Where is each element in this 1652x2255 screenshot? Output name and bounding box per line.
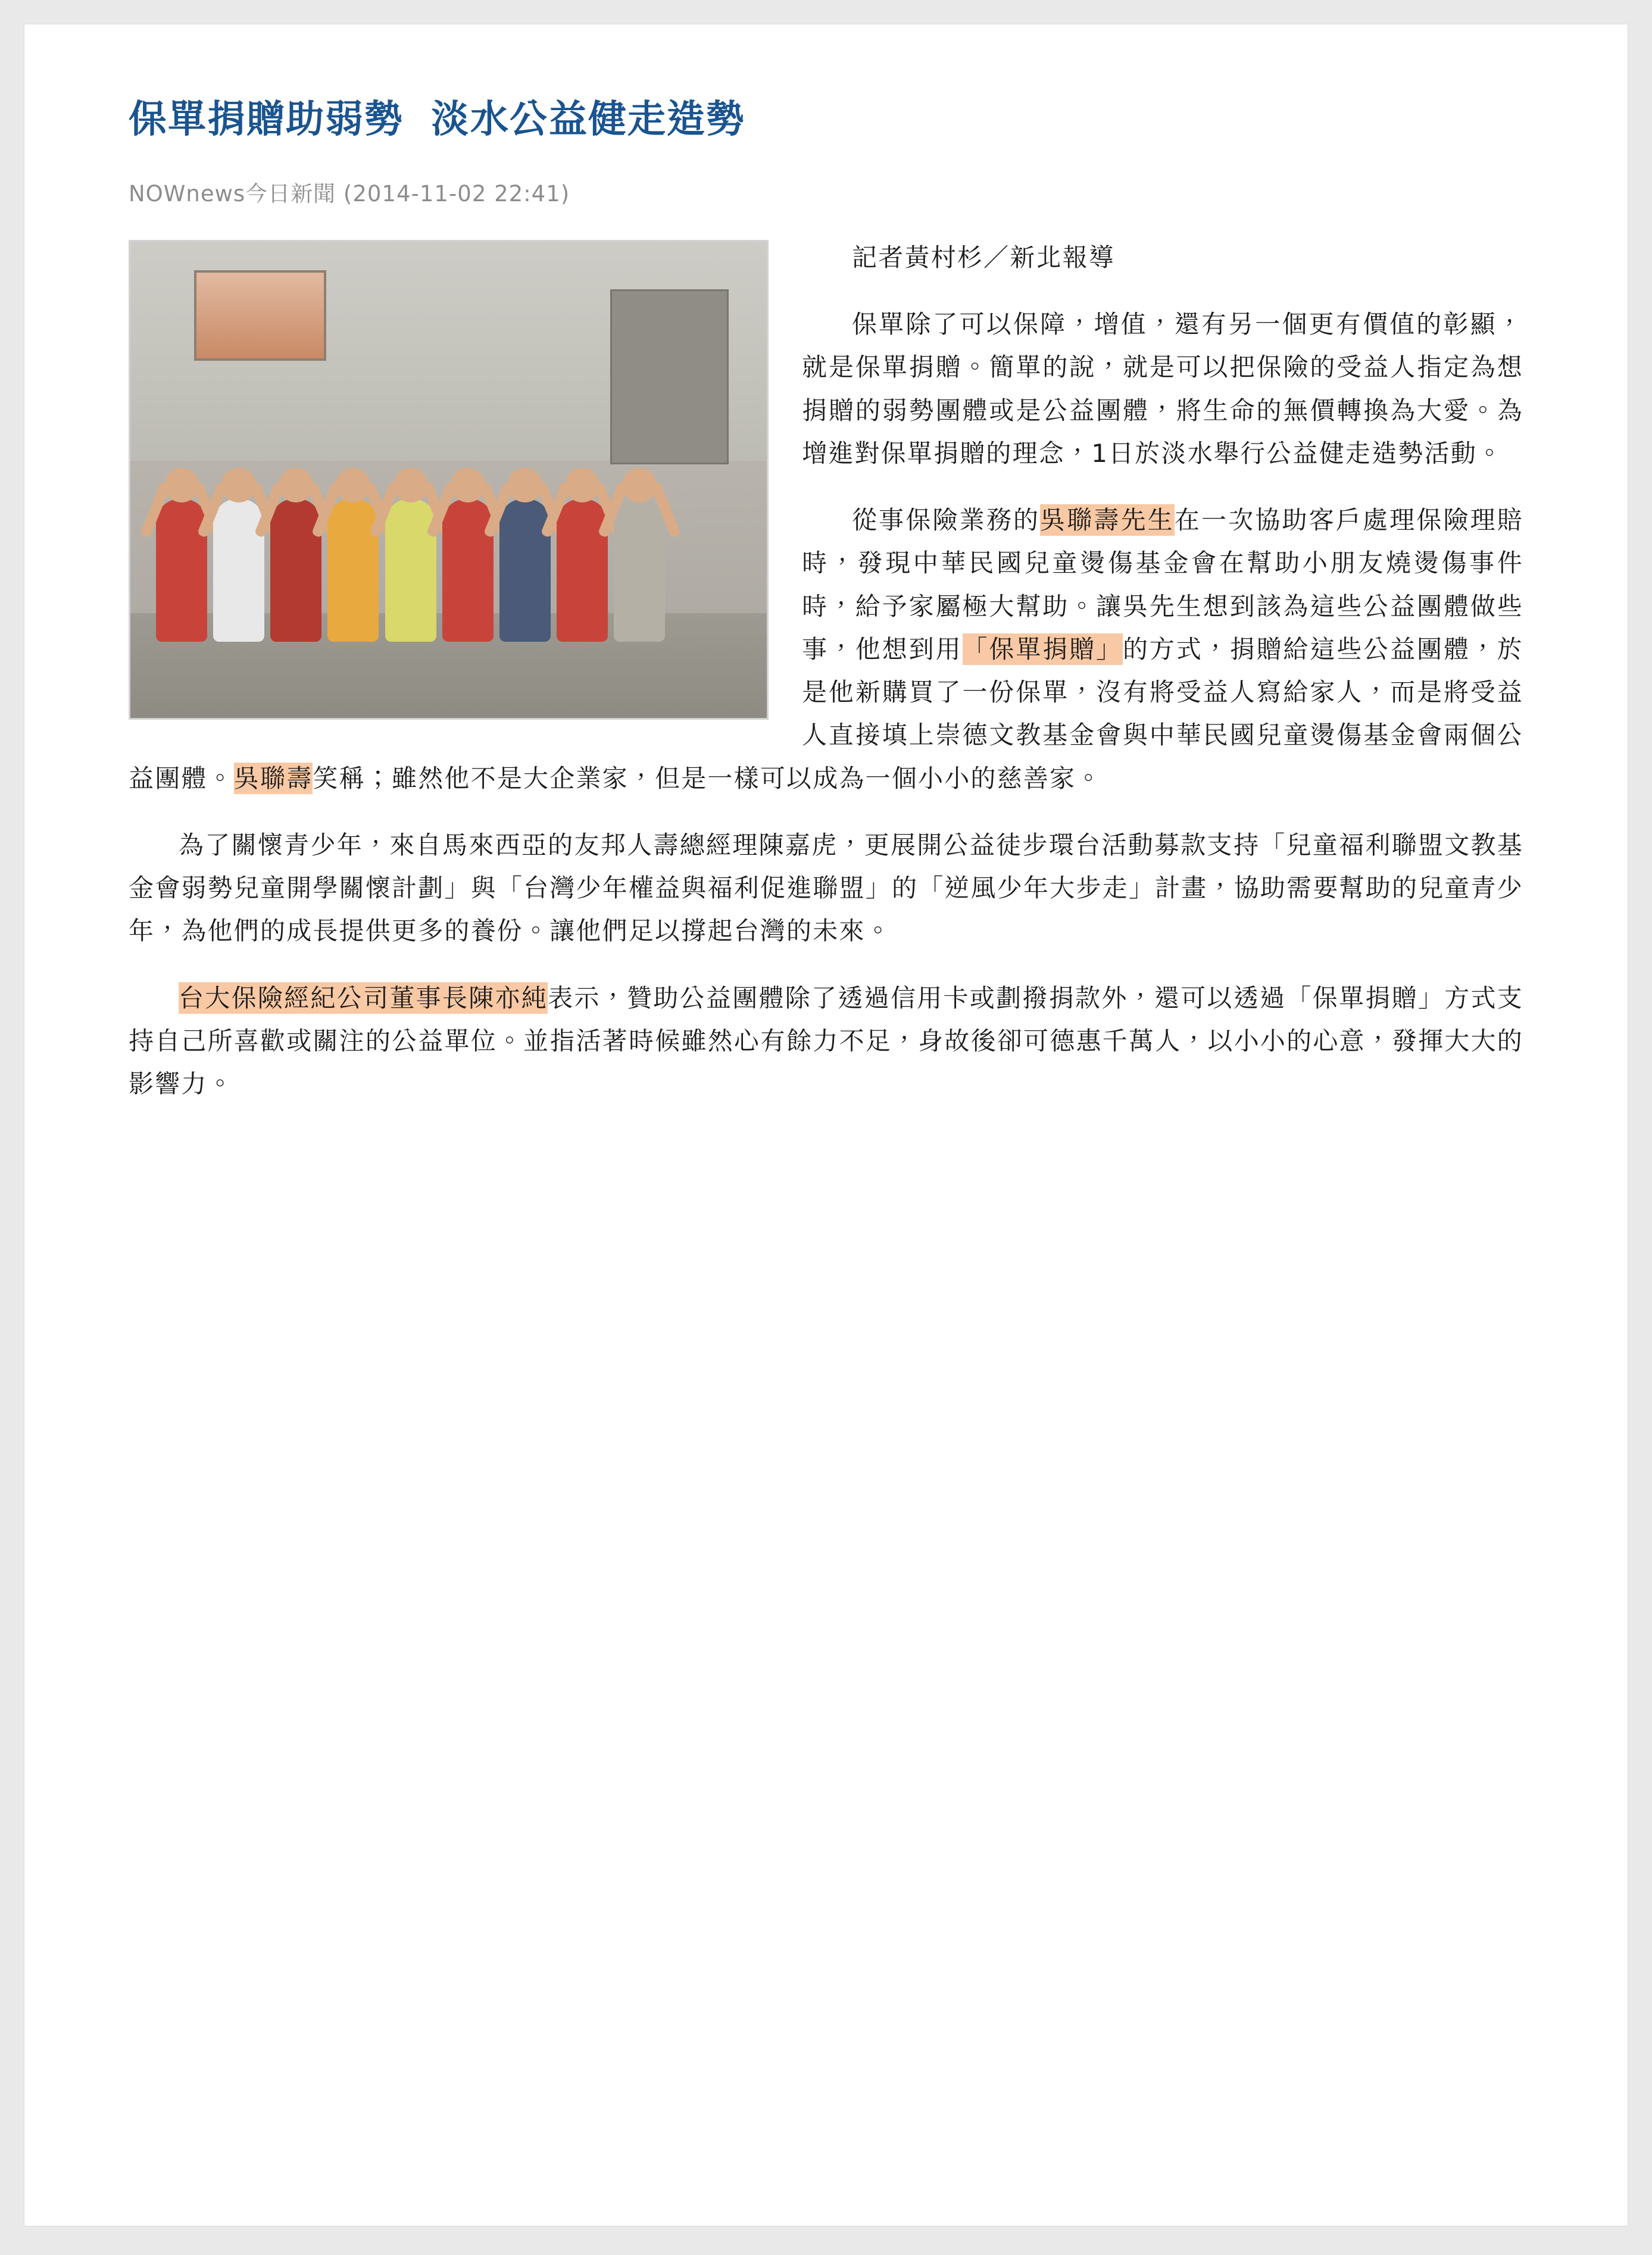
p2-segment-1: 從事保險業務的 bbox=[852, 505, 1041, 535]
photo-person bbox=[557, 499, 608, 642]
photo-person bbox=[614, 499, 665, 642]
photo-poster bbox=[194, 270, 326, 361]
page-title bbox=[129, 96, 1523, 143]
article-body bbox=[129, 236, 1523, 1129]
article-photo bbox=[130, 242, 767, 718]
page-title-part2: 淡水公益健走造勢 bbox=[431, 98, 745, 142]
photo-person bbox=[270, 499, 321, 642]
p2-highlight-term: 「保單捐贈」 bbox=[962, 634, 1123, 664]
photo-doorway bbox=[610, 289, 728, 464]
paragraph-3: 為了關懷青少年，來自馬來西亞的友邦人壽總經理陳嘉虎，更展開公益徒步環台活動募款支持「兒童福利聯盟文教基金會弱勢兒童開學關懷計劃」與「台灣少年權益與福利促進聯盟」的「逆風少年大步走」計畫，協助需要幫助的兒童青少年，為他們的成長提供更多的養份。讓他們足以撐起台灣的未來。 bbox=[129, 830, 1523, 946]
article-figure bbox=[129, 240, 769, 720]
p4-segment-1: 表示，贊助公益團體除了透過信用卡或劃撥捐款外，還可以透過「保單捐贈」方式支持自己所喜歡或關注的公益單位。並指活著時候雖然心有餘力不足，身故後卻可德惠千萬人，以小小的心意，發揮大大的影響力。 bbox=[129, 983, 1523, 1098]
p2-segment-4: 笑稱；雖然他不是大企業家，但是一樣可以成為一個小小的慈善家。 bbox=[313, 763, 1103, 793]
photo-person bbox=[156, 499, 207, 642]
p4-highlight-title: 台大保險經紀公司董事長陳亦純 bbox=[179, 983, 548, 1013]
article-byline: NOWnews今日新聞 (2014-11-02 22:41) bbox=[129, 181, 570, 207]
article-page bbox=[24, 24, 1628, 2226]
p2-segment-3: 的方式，捐贈給這些公益團體，於是他新購買了一份保單，沒有將受益人寫給家人，而是將受益人直接填上崇德文教基金會與中華民國兒童燙傷基金會兩個公益團體。 bbox=[129, 634, 1524, 793]
reporter-line: 記者黃村杉／新北報導 bbox=[852, 243, 1116, 272]
photo-person bbox=[499, 499, 551, 642]
p2-highlight-name-2: 吳聯壽 bbox=[233, 763, 313, 793]
p2-segment-2: 在一次協助客戶處理保險理賠時，發現中華民國兒童燙傷基金會在幫助小朋友燒燙傷事件時，給予家屬極大幫助。讓吳先生想到該為這些公益團體做些事，他想到用 bbox=[802, 505, 1523, 664]
p2-highlight-name: 吳聯壽先生 bbox=[1040, 505, 1175, 535]
photo-person bbox=[213, 499, 264, 642]
paragraph-4 bbox=[129, 977, 1523, 1106]
photo-person bbox=[385, 499, 436, 642]
photo-person bbox=[327, 499, 379, 642]
paragraph-1: 保單除了可以保障，增值，還有另一個更有價值的彰顯，就是保單捐贈。簡單的說，就是可以把保險的受益人指定為想捐贈的弱勢團體或是公益團體，將生命的無價轉換為大愛。為增進對保單捐贈的理念，1日於淡水舉行公益健走造勢活動。 bbox=[802, 310, 1523, 468]
page-title-part1: 保單捐贈助弱勢 bbox=[129, 98, 404, 142]
photo-person bbox=[442, 499, 494, 642]
